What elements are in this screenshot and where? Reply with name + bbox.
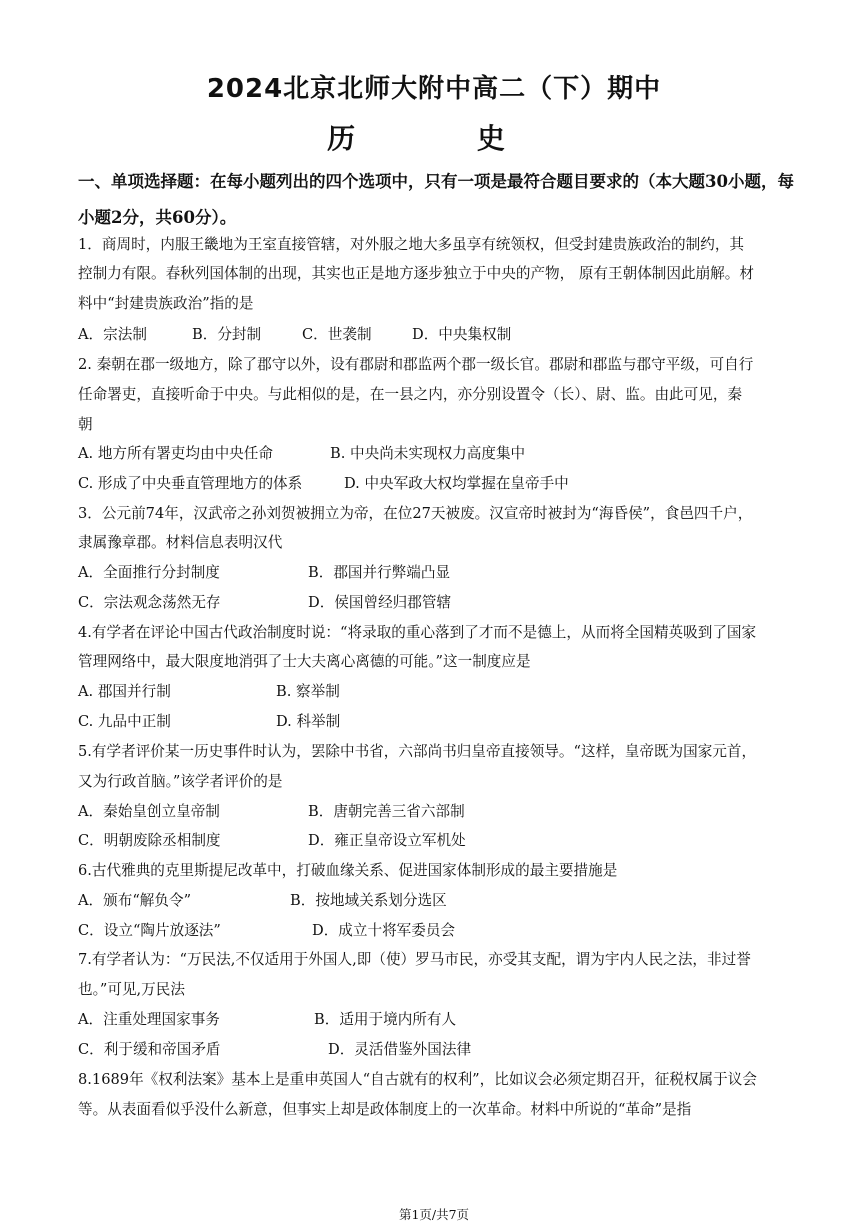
question-text-line: 6.古代雅典的克里斯提尼改革中，打破血缘关系、促进国家体制形成的最主要措施是 — [78, 862, 618, 879]
option-a: A．颁布“解负令” — [78, 892, 192, 909]
question-text-line: 料中“封建贵族政治”指的是 — [78, 295, 254, 312]
option-b: B. 察举制 — [276, 683, 340, 700]
option-b: B．适用于境内所有人 — [314, 1011, 457, 1028]
option-a: A．秦始皇创立皇帝制 — [78, 803, 220, 820]
option-c: C．设立“陶片放逐法” — [78, 922, 221, 939]
option-b: B．唐朝完善三省六部制 — [308, 803, 465, 820]
option-b: B．郡国并行弊端凸显 — [308, 564, 451, 581]
option-d: D．成立十将军委员会 — [312, 922, 456, 939]
option-a: A. 地方所有署吏均由中央任命 — [78, 445, 273, 462]
option-c: C. 九品中正制 — [78, 713, 171, 730]
option-d: D．雍正皇帝设立军机处 — [308, 832, 466, 849]
section-heading: 一、单项选择题：在每小题列出的四个选项中，只有一项是最符合题目要求的（本大题30小题，每小题2分，共60分）。 — [78, 172, 794, 227]
subject-title: 历 史 — [327, 122, 541, 155]
question-text-line: 管理网络中，最大限度地消弭了士大夫离心离德的可能。”这一制度应是 — [78, 653, 531, 670]
exam-title: 2024北京北师大附中高二（下）期中 — [206, 74, 662, 104]
option-b: B. 中央尚未实现权力高度集中 — [330, 445, 526, 462]
question-text-line: 2. 秦朝在郡一级地方，除了郡守以外，设有郡尉和郡监两个郡一级长官。郡尉和郡监与郡守平级，可自行 — [78, 356, 754, 373]
question-text-line: 7.有学者认为：“万民法,不仅适用于外国人,即（使）罗马市民，亦受其支配，谓为宇内人民之法，非过誉 — [78, 951, 751, 968]
question-text-line: 也。”可见,万民法 — [78, 981, 185, 998]
question-text-line: 5.有学者评价某一历史事件时认为，罢除中书省，六部尚书归皇帝直接领导。“这样，皇帝既为国家元首， — [78, 743, 757, 760]
option-a: A．全面推行分封制度 — [78, 564, 220, 581]
option-d: D．侯国曾经归郡管辖 — [308, 594, 452, 611]
question-text-line: 1．商周时，内服王畿地为王室直接管辖，对外服之地大多虽享有统领权，但受封建贵族政治的制约，其 — [78, 236, 745, 253]
question-text-line: 等。从表面看似乎没什么新意，但事实上却是政体制度上的一次革命。材料中所说的“革命”是指 — [78, 1101, 692, 1118]
option-d: D．中央集权制 — [412, 326, 512, 343]
page-number: 第1页/共7页 — [398, 1207, 470, 1222]
option-b: B．按地域关系划分选区 — [290, 892, 447, 909]
question-text-line: 朝 — [78, 416, 93, 433]
question-text-line: 4.有学者在评论中国古代政治制度时说：“将录取的重心落到了才而不是德上，从而将全国精英吸到了国家 — [78, 624, 757, 641]
option-d: D．灵活借鉴外国法律 — [328, 1041, 472, 1058]
option-d: D. 中央军政大权均掌握在皇帝手中 — [344, 475, 569, 492]
option-a: A. 郡国并行制 — [78, 683, 171, 700]
option-d: D. 科举制 — [276, 713, 341, 730]
option-a: A．宗法制 — [78, 326, 147, 343]
question-text-line: 又为行政首脑。”该学者评价的是 — [78, 773, 283, 790]
question-text-line: 8.1689年《权利法案》基本上是重申英国人“自古就有的权利”，比如议会必须定期召开，征税权属于议会 — [78, 1071, 757, 1088]
question-text-line: 3．公元前74年，汉武帝之孙刘贺被拥立为帝，在位27天被废。汉宣帝时被封为“海昏侯”，食邑四千户， — [78, 505, 753, 522]
option-c: C．利于缓和帝国矛盾 — [78, 1041, 221, 1058]
option-c: C. 形成了中央垂直管理地方的体系 — [78, 475, 303, 492]
option-c: C．宗法观念荡然无存 — [78, 594, 221, 611]
question-text-line: 任命署吏，直接听命于中央。与此相似的是，在一县之内，亦分别设置令（长）、尉、监。由此可见，秦 — [78, 386, 743, 403]
option-c: C．世袭制 — [302, 326, 372, 343]
option-a: A．注重处理国家事务 — [78, 1011, 220, 1028]
option-c: C．明朝废除丞相制度 — [78, 832, 221, 849]
question-text-line: 控制力有限。春秋列国体制的出现，其实也正是地方逐步独立于中央的产物， 原有王朝体制因此崩解。材 — [78, 265, 754, 282]
question-text-line: 隶属豫章郡。材料信息表明汉代 — [78, 534, 283, 551]
option-b: B．分封制 — [192, 326, 262, 343]
